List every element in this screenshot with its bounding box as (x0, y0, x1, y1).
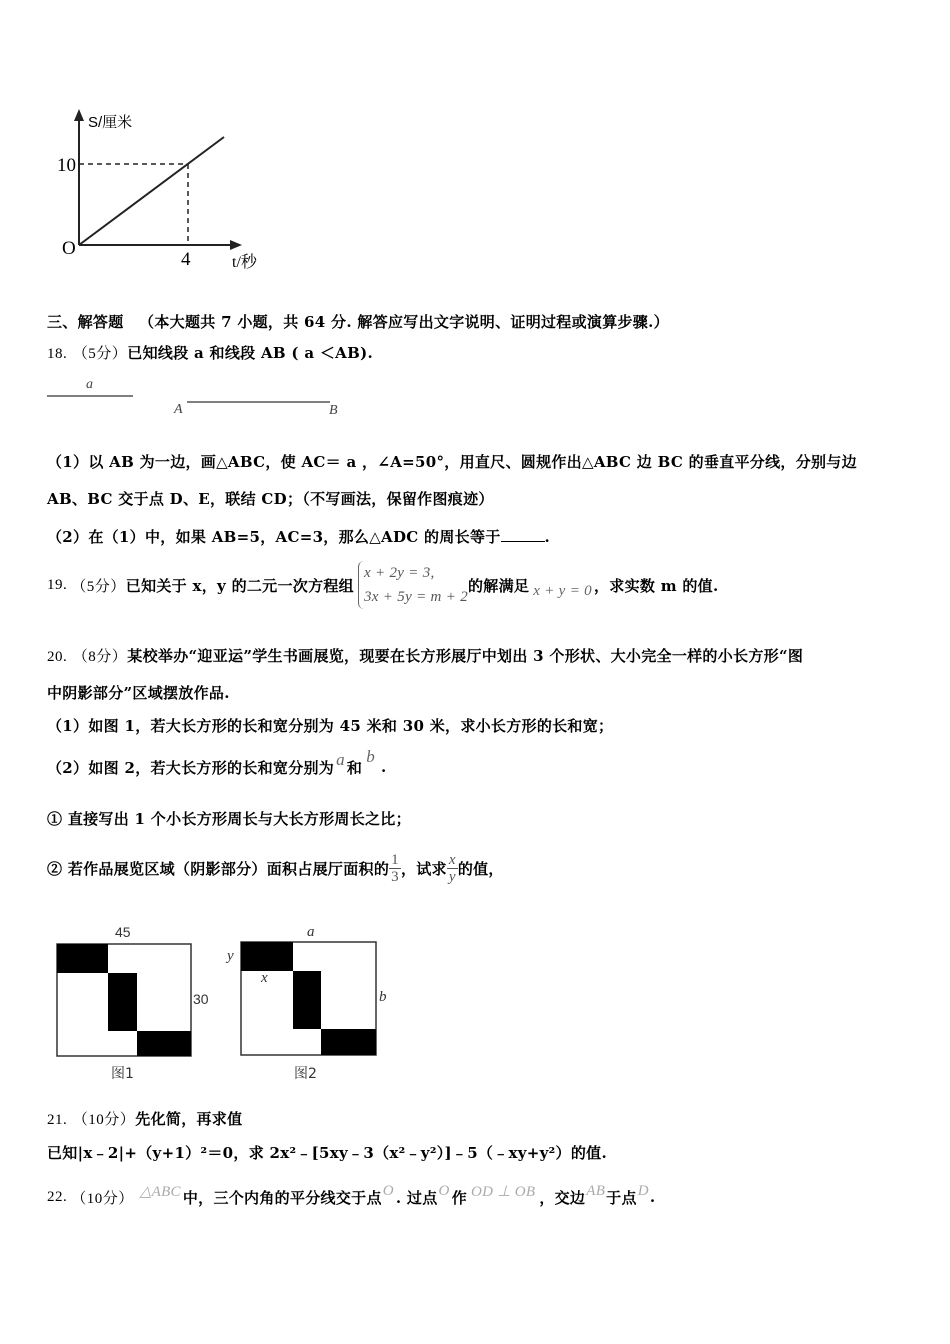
var-a: a (336, 750, 345, 769)
q18-segments (44, 372, 354, 418)
fig1-side-label: 30 (193, 991, 209, 1007)
answer-blank (501, 528, 545, 542)
q22-text-2: . 过点 (395, 1188, 438, 1207)
x-tick-label: 4 (181, 249, 191, 270)
y-tick-label: 10 (57, 155, 76, 176)
q20-stem-line2: 中阴影部分”区域摆放作品. (47, 684, 230, 702)
fig2-top-label: a (307, 924, 315, 940)
q21-title: 先化简，再求值 (135, 1110, 243, 1128)
equation-2: 3x + 5y = m + 2 (363, 589, 468, 605)
fraction-one-third (389, 852, 401, 885)
fraction-numerator: 1 (391, 851, 399, 868)
q20-part2-end: . (381, 758, 387, 776)
fraction-x: x (448, 851, 456, 868)
origin-label: O (62, 238, 76, 259)
fraction-y: y (448, 868, 456, 885)
fig1-shaded-rect-2 (108, 973, 137, 1031)
q22-stem (47, 1181, 655, 1213)
y-axis-arrow (74, 109, 84, 121)
distance-time-graph (50, 105, 280, 275)
q20-sub2-text-a: ② 若作品展览区域（阴影部分）面积占展厅面积的 (47, 859, 390, 878)
segment-A-label: A (174, 402, 183, 417)
q20-line1: 某校举办“迎亚运”学生书画展览，现要在长方形展厅中划出 3 个形状、大小完全一样的小长方形“图 (127, 647, 804, 665)
x-axis-label: t/秒 (232, 254, 257, 271)
q20-part2 (47, 747, 387, 784)
line-graph (79, 137, 224, 245)
y-axis-label: S/厘米 (88, 114, 133, 131)
fig1-top-label: 45 (115, 924, 131, 940)
q18-part1-line1: （1）以 AB 为一边，画△ABC，使 AC＝ a ，∠A=50°，用直尺、圆规作出△ABC 边 BC 的垂直平分线，分别与边 (47, 453, 857, 471)
fig2-y-label: y (227, 948, 234, 964)
q20-sub2-text-b: ，试求 (400, 859, 447, 878)
fraction-x-over-y (447, 852, 458, 885)
equation-1: x + 2y = 3, (363, 565, 435, 581)
q22-text-1: 中，三个内角的平分线交于点 (182, 1188, 382, 1207)
q22-segment-AB: AB (586, 1182, 606, 1199)
q21-number: 21. (47, 1112, 68, 1128)
fig2-caption: 图2 (294, 1066, 317, 1082)
q22-number: 22. (47, 1188, 68, 1205)
q18-text: 已知线段 a 和线段 AB ( a ＜AB). (127, 344, 374, 362)
q22-triangle: △ABC (139, 1183, 181, 1200)
fig2-shaded-rect-2 (293, 971, 321, 1029)
q20-stem-line1 (47, 645, 803, 666)
q22-text-6: . (649, 1188, 656, 1206)
fig1-shaded-rect-3 (137, 1031, 191, 1056)
section-title: 三、解答题 (47, 313, 124, 331)
q22-score: （10分） (71, 1190, 134, 1207)
q18-stem (47, 342, 373, 363)
q20-score: （8分） (72, 649, 128, 665)
fig2-side-label: b (379, 989, 387, 1005)
q19-condition: x + y = 0 (533, 582, 592, 599)
q18-number: 18. (47, 346, 68, 362)
q18-part2 (47, 526, 550, 547)
q20-number: 20. (47, 649, 68, 665)
q19-text-a: 已知关于 x，y 的二元一次方程组 (125, 576, 354, 595)
q19-number: 19. (47, 576, 68, 593)
figure-1 (45, 920, 225, 1085)
segment-a-label: a (86, 377, 93, 392)
q18-part2-text: （2）在（1）中，如果 AB=5，AC=3，那么△ADC 的周长等于 (47, 528, 501, 546)
q22-point-D: D (637, 1182, 649, 1199)
q22-point-O-2: O (438, 1182, 450, 1199)
q18-part1-line2: AB、BC 交于点 D、E，联结 CD；（不写画法，保留作图痕迹） (47, 490, 494, 508)
section-heading (47, 311, 669, 332)
q19-text-b: 的解满足 (468, 576, 530, 595)
q22-text-5: 于点 (606, 1188, 637, 1207)
fig1-shaded-rect-1 (57, 944, 108, 973)
q19-stem (47, 560, 719, 610)
q22-text-4: ，交边 (539, 1188, 586, 1207)
q20-sub1: ① 直接写出 1 个小长方形周长与大长方形周长之比； (47, 810, 411, 828)
fig2-shaded-rect-1 (241, 942, 293, 971)
segment-B-label: B (329, 403, 338, 418)
q18-part2-end: . (544, 528, 551, 546)
figure-2 (222, 920, 402, 1085)
q20-part2-and: 和 (346, 758, 363, 777)
q21-score: （10分） (72, 1112, 136, 1128)
q21-stem (47, 1108, 242, 1129)
section-note: （本大题共 7 小题，共 64 分. 解答应写出文字说明、证明过程或演算步骤.） (139, 313, 669, 331)
fig2-x-label: x (261, 970, 268, 986)
equation-system (358, 561, 468, 609)
q20-sub2-text-c: 的值， (457, 859, 504, 878)
q22-perpendicular: OD ⊥ OB (471, 1183, 536, 1200)
q22-point-O: O (382, 1182, 394, 1199)
q22-text-3: 作 (451, 1188, 467, 1207)
q20-part1: （1）如图 1，若大长方形的长和宽分别为 45 米和 30 米，求小长方形的长和宽； (47, 717, 614, 735)
fig1-caption: 图1 (111, 1066, 134, 1082)
q20-part2-text: （2）如图 2，若大长方形的长和宽分别为 (47, 758, 335, 777)
fraction-denominator: 3 (391, 868, 399, 885)
q19-score: （5分） (71, 578, 126, 595)
fig2-shaded-rect-3 (321, 1029, 376, 1055)
q20-sub2 (47, 845, 504, 891)
x-axis-arrow (230, 240, 242, 250)
q18-score: （5分） (72, 346, 128, 362)
q21-expression: 已知|x﹣2|+（y+1）²＝0，求 2x²﹣[5xy﹣3（x²﹣y²）]﹣5（﹣xy+y²）的值. (47, 1144, 607, 1162)
q19-text-c: ，求实数 m 的值. (593, 576, 719, 595)
var-b: b (366, 747, 376, 766)
